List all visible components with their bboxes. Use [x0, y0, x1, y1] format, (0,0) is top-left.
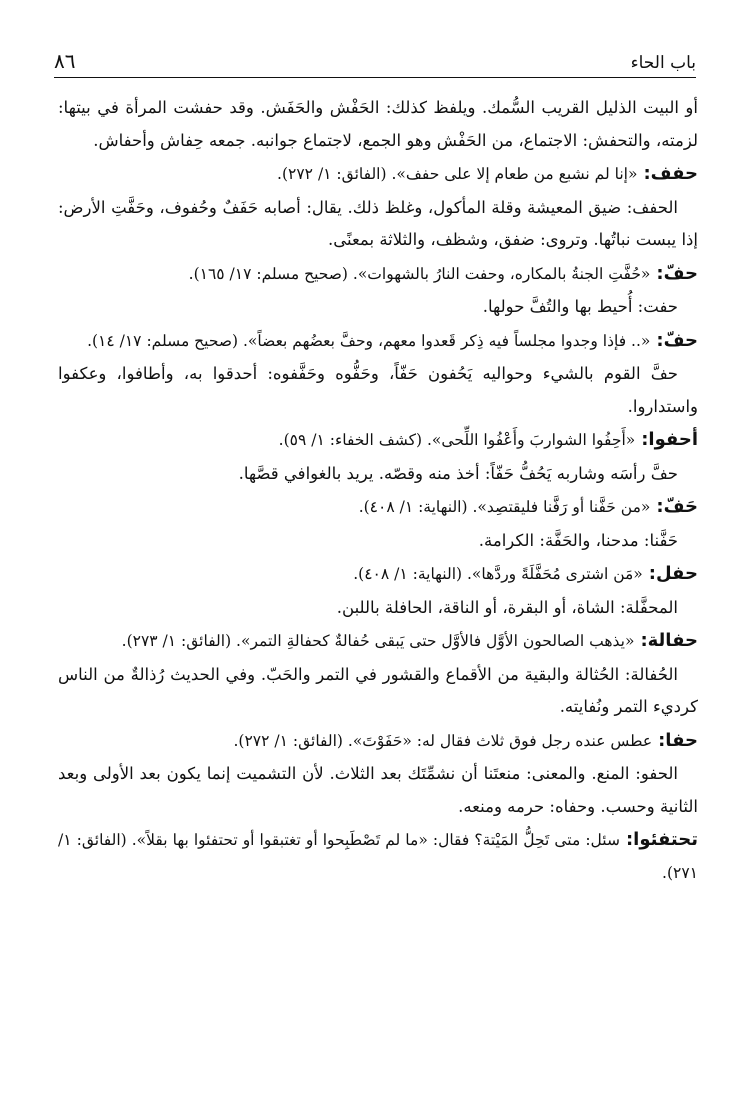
entry-text: عطس عنده رجل فوق ثلاث فقال له: «حَفَوْتَ». (الفائق: ١/ ٢٧٢).: [233, 731, 653, 750]
entry-text: سئل: متى تَحِلُّ المَيْتة؟ فقال: «ما لم تَصْطَبِحوا أو تغتبقوا أو تحتفئوا بها بقلاً». (الفائق: ١/ ٢٧١).: [58, 831, 698, 882]
explanation-paragraph: المحفَّلة: الشاة، أو البقرة، أو الناقة، الحافلة باللبن.: [336, 597, 678, 617]
explanation-paragraph: الحفو: المنع. والمعنى: منعتَنا أن نشمِّتَك بعد الثلاث. لأن التشميت إنما يكون بعد الأولى وبعد الثانية وحسب. وحفاه: حرمه ومنعه.: [58, 764, 698, 816]
entry-text: «مَن اشترى مُحَفَّلَةً وردَّها». (النهاية: ١/ ٤٠٨).: [353, 565, 643, 583]
entry-headword: حَفّ:: [656, 496, 698, 517]
entry-text: «.. فإذا وجدوا مجلساً فيه ذِكر قَعدوا معهم، وحفَّ بعضُهم بعضاً». (صحيح مسلم: ١٧/ ١٤).: [87, 331, 651, 350]
hadith-entry: [58, 725, 698, 758]
hadith-entry: [58, 158, 698, 191]
entry-headword: حفل:: [648, 563, 698, 584]
explanation-paragraph: حفَّ رأسَه وشاربه يَحُفُّ حَفّاً: أخذ منه وقصّه. يريد بالغوافي قصَّها.: [238, 463, 678, 483]
entry-text: «يذهب الصالحون الأوَّل فالأوَّل حتى يَبقى حُفالةٌ كحفالةِ التمر». (الفائق: ١/ ٢٧٣).: [121, 632, 635, 650]
hadith-entry: [58, 824, 698, 889]
entry-headword: حفف:: [643, 163, 698, 184]
hadith-entry: [58, 424, 698, 457]
chapter-title: باب الحاء: [630, 53, 696, 73]
explanation-paragraph: الحُفالة: الحُثالة والبقية من الأقماع والقشور في التمر والحَبّ. وفي الحديث رُذالةٌ من الناس كرديء التمر ونُفايته.: [58, 664, 698, 716]
hadith-entry: [58, 325, 698, 358]
entry-text: «من حَفَّنا أو رَفَّنا فليقتصِد». (النهاية: ١/ ٤٠٨).: [358, 498, 651, 516]
hadith-entry: [58, 625, 698, 658]
hadith-entry: [58, 258, 698, 291]
entry-text: «إنا لم نشبع من طعام إلا على حفف». (الفائق: ١/ ٢٧٢).: [277, 165, 638, 183]
explanation-paragraph: حفت: أُحيط بها والتُفَّ حولها.: [482, 297, 678, 316]
body-text: [58, 92, 698, 890]
entry-headword: أحفوا:: [641, 429, 698, 450]
entry-headword: حفالة:: [640, 630, 698, 651]
entry-headword: حفّ:: [656, 262, 698, 284]
entry-text: «حُفَّتِ الجنةُ بالمكاره، وحفت النارُ بالشهوات». (صحيح مسلم: ١٧/ ١٦٥).: [188, 264, 651, 283]
entry-headword: حفا:: [658, 729, 698, 751]
page-number: ٨٦: [54, 49, 76, 73]
hadith-entry: [58, 558, 698, 591]
entry-headword: حفّ:: [656, 329, 698, 351]
explanation-paragraph: الحفف: ضيق المعيشة وقلة المأكول، وغلظ ذلك. يقال: أصابه حَفَفٌ وحُفوف، وحَفَّتِ الأرض: إذا يبست نباتُها. وتروى: ضفق، وشظف، والثلاثة بمعنًى.: [58, 197, 698, 249]
entry-text: «أَحِفُوا الشواربَ وأَعْفُوا اللِّحى». (كشف الخفاء: ١/ ٥٩).: [278, 431, 636, 449]
continued-paragraph: أو البيت الذليل القريب السُّمك. ويلفظ كذلك: الحَفْش والحَفَش. وقد حفشت المرأة في بيتها: لزمته، والتحفش: الاجتماع، من الحَفْش وهو الجمع، لاجتماع جوانبه. جمعه حِفاش وأحفاش.: [58, 98, 698, 150]
running-header: [54, 44, 696, 78]
hadith-entry: [58, 491, 698, 524]
explanation-paragraph: حفَّ القوم بالشيء وحواليه يَحُفون حَفّاً، وحَفُّوه وحَفَّفوه: أحدقوا به، وأطافوا، وعكفوا واستداروا.: [58, 364, 698, 416]
entry-headword: تحتفئوا:: [625, 829, 698, 850]
explanation-paragraph: حَفَّنا: مدحنا، والحَفَّة: الكرامة.: [478, 530, 678, 550]
